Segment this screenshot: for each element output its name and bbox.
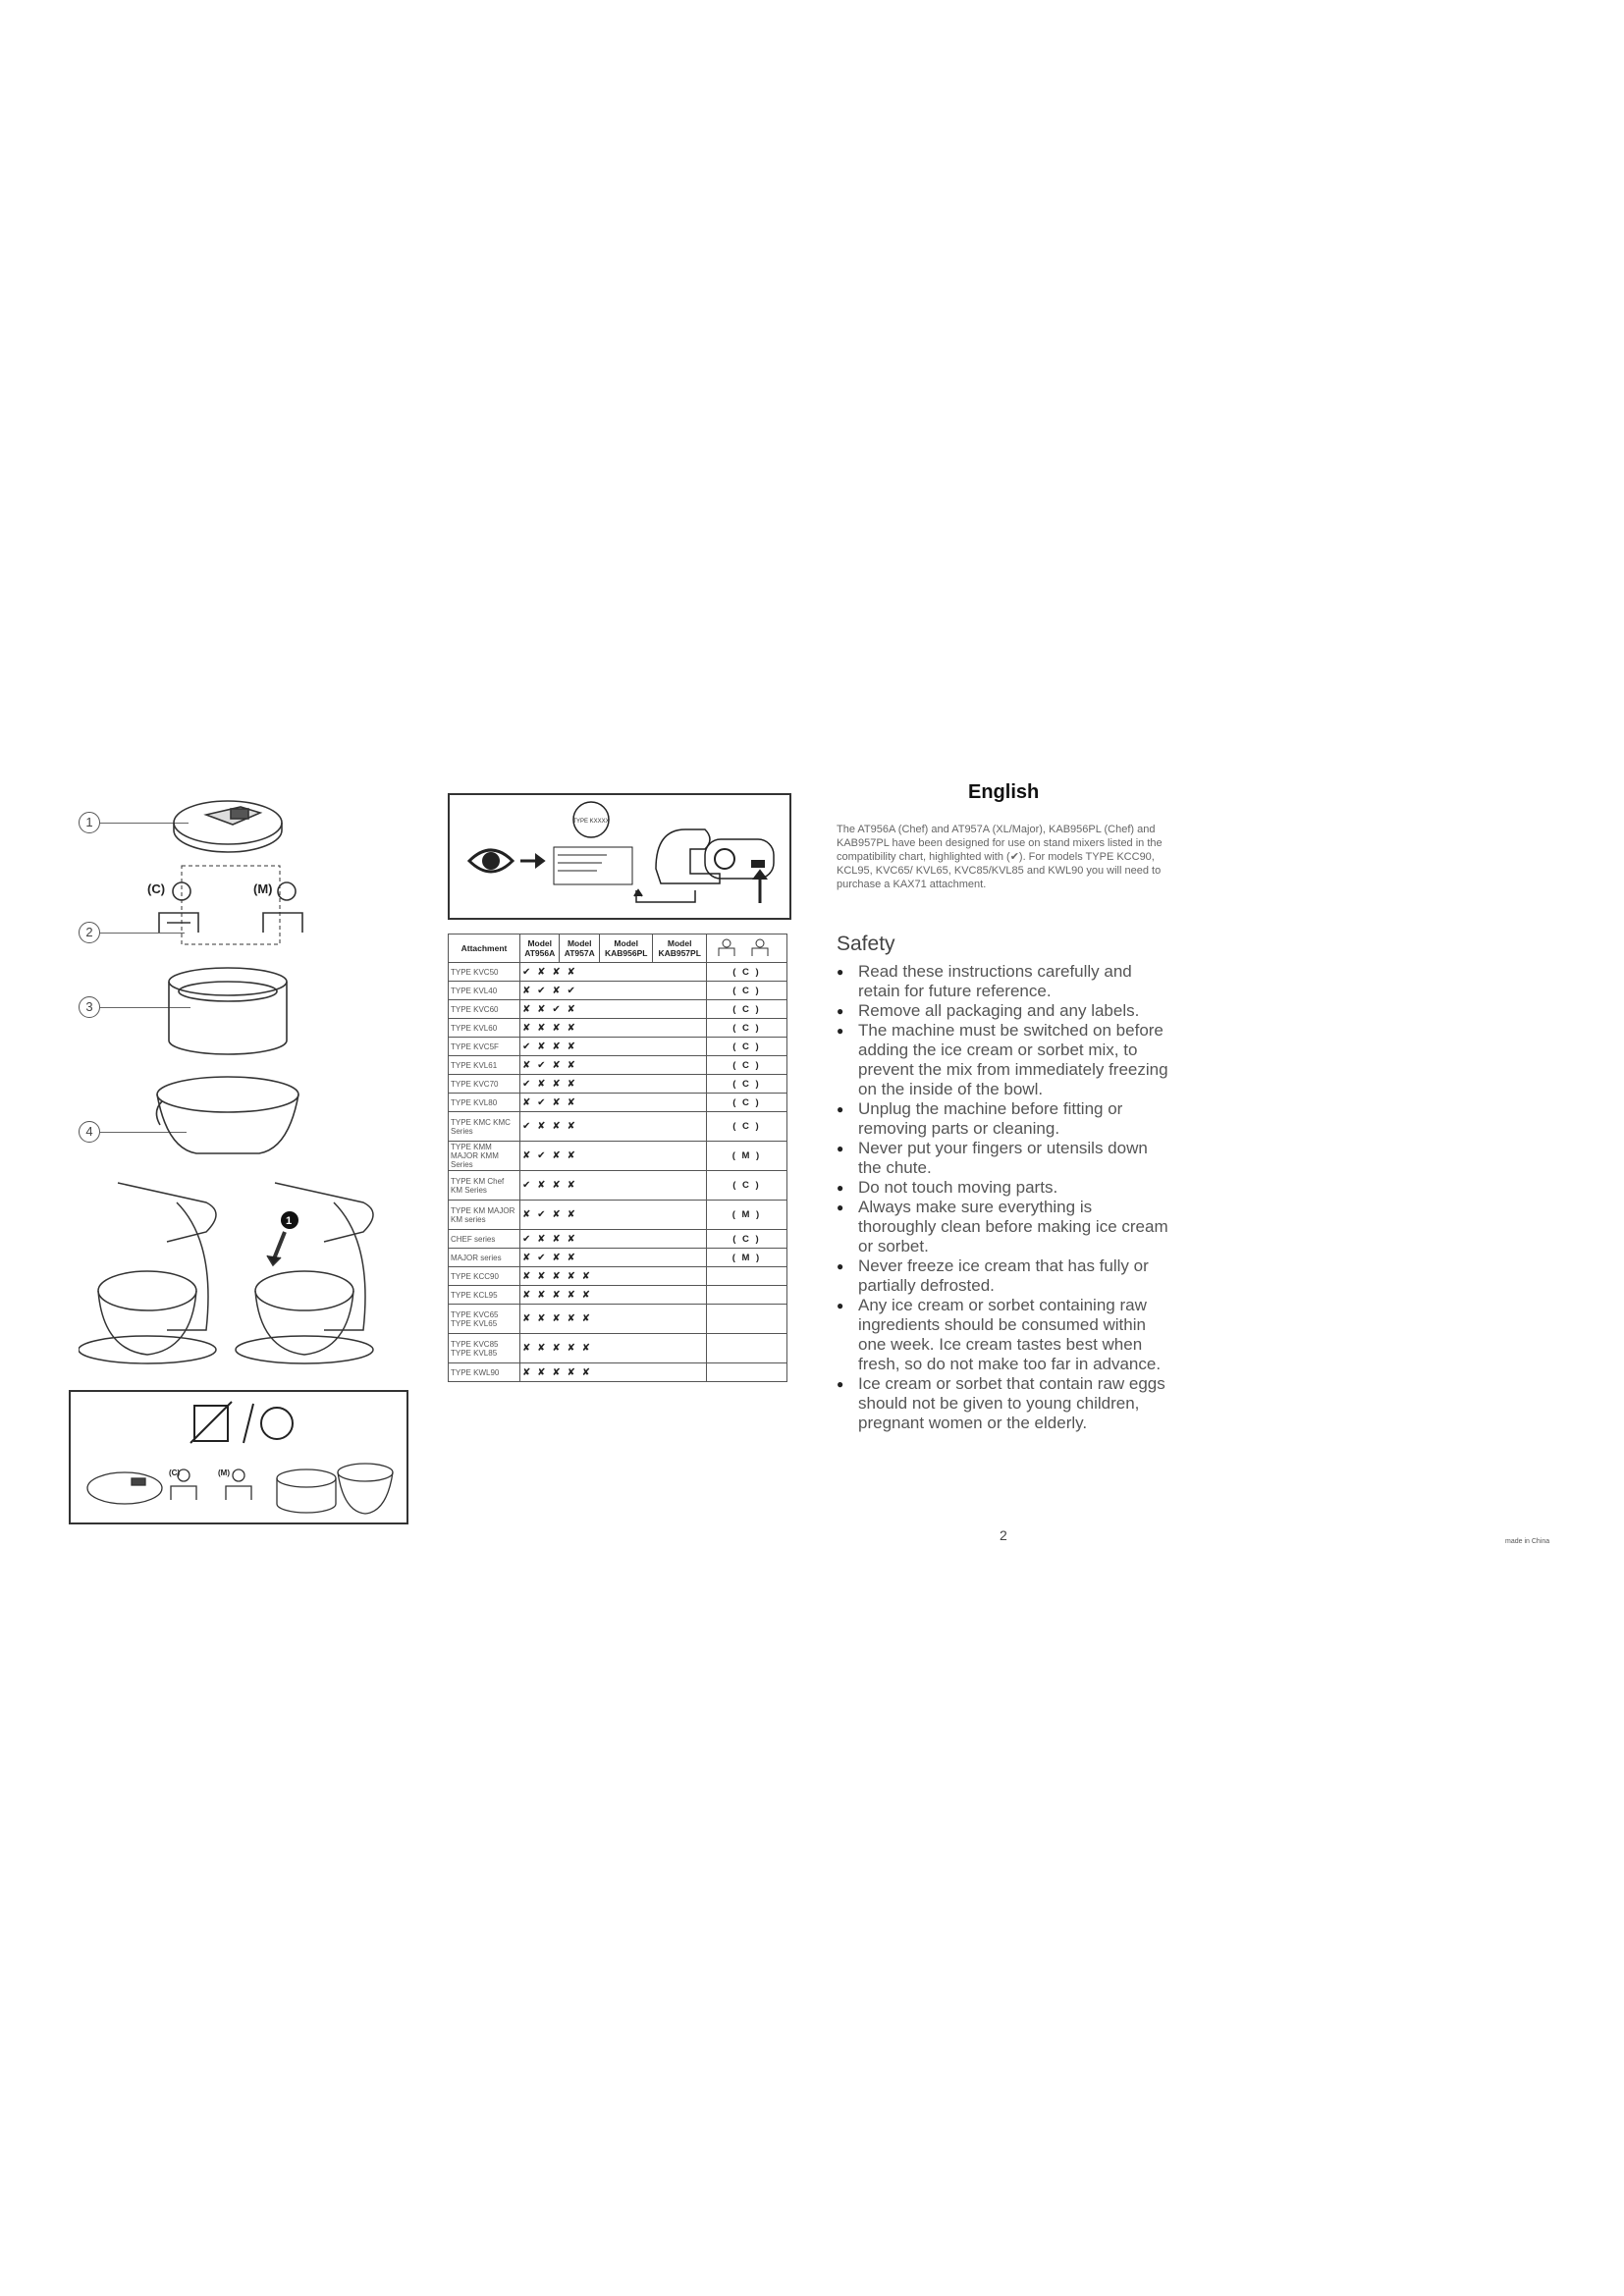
- m-label-small: (M): [218, 1468, 230, 1477]
- row-model-name: TYPE KM Chef KM Series: [449, 1171, 520, 1201]
- table-row: [449, 1019, 787, 1038]
- table-row: [449, 1305, 787, 1334]
- table-row: [449, 1056, 787, 1075]
- row-attachment-code: ( C ): [706, 1056, 786, 1075]
- table-row: [449, 1112, 787, 1142]
- table-row: [449, 1142, 787, 1171]
- dishwasher-warning-panel: [69, 1390, 408, 1524]
- table-row: [449, 1249, 787, 1267]
- safety-item: ● The machine must be switched on before adding the ice cream or sorbet mix, to prevent the mix from immediately freezing on the inside of the bowl.: [837, 1021, 1170, 1099]
- row-compat-marks: ✘ ✔ ✘ ✘: [520, 1094, 707, 1112]
- table-body: [449, 963, 787, 1382]
- row-compat-marks: ✔ ✘ ✘ ✘: [520, 1230, 707, 1249]
- row-model-name: TYPE KVL40: [449, 982, 520, 1000]
- table-row: [449, 1038, 787, 1056]
- row-attachment-code: ( C ): [706, 1171, 786, 1201]
- row-model-name: TYPE KVC70: [449, 1075, 520, 1094]
- row-attachment-code: [706, 1267, 786, 1286]
- row-model-name: TYPE KMC KMC Series: [449, 1112, 520, 1142]
- safety-item: ● Do not touch moving parts.: [837, 1178, 1170, 1198]
- row-attachment-code: ( M ): [706, 1142, 786, 1171]
- row-model-name: TYPE KVL80: [449, 1094, 520, 1112]
- row-model-name: TYPE KWL90: [449, 1363, 520, 1382]
- row-model-name: TYPE KVL61: [449, 1056, 520, 1075]
- row-model-name: TYPE KVC50: [449, 963, 520, 982]
- table-row: [449, 1334, 787, 1363]
- svg-text:TYPE KXXXX: TYPE KXXXX: [572, 819, 610, 825]
- row-compat-marks: ✘ ✔ ✘ ✘: [520, 1142, 707, 1171]
- c-label-small: (C): [169, 1468, 181, 1477]
- made-in-label: made in China: [1505, 1538, 1550, 1545]
- header-at956a: Model AT956A: [520, 934, 560, 963]
- table-row: [449, 1230, 787, 1249]
- row-compat-marks: ✘ ✔ ✘ ✔: [520, 982, 707, 1000]
- row-attachment-code: ( C ): [706, 1075, 786, 1094]
- row-compat-marks: ✔ ✘ ✘ ✘: [520, 1038, 707, 1056]
- part-number-2: 2: [79, 922, 100, 943]
- page-title: English: [968, 781, 1040, 803]
- row-model-name: TYPE KVL60: [449, 1019, 520, 1038]
- safety-item: ● Ice cream or sorbet that contain raw eggs should not be given to young children, pregnant women or the elderly.: [837, 1374, 1170, 1433]
- row-compat-marks: ✘ ✘ ✘ ✘ ✘: [520, 1305, 707, 1334]
- row-compat-marks: ✘ ✔ ✘ ✘: [520, 1201, 707, 1230]
- row-attachment-code: ( M ): [706, 1201, 786, 1230]
- part-number-4: 4: [79, 1121, 100, 1143]
- intro-paragraph: The AT956A (Chef) and AT957A (XL/Major), KAB956PL (Chef) and KAB957PL have been designed for use on stand mixers listed in the compatibility chart, highlighted with (✔). For models TYPE KCC90, KCL95, KVC65/ KVL65, KVC85/KVL85 and KWL90 you will need to purchase a KAX71 attachment.: [837, 824, 1163, 890]
- row-model-name: TYPE KCL95: [449, 1286, 520, 1305]
- row-model-name: CHEF series: [449, 1230, 520, 1249]
- row-model-name: TYPE KVC85 TYPE KVL85: [449, 1334, 520, 1363]
- row-attachment-code: ( C ): [706, 1019, 786, 1038]
- compatibility-table: [448, 934, 787, 1382]
- table-row: [449, 1363, 787, 1382]
- row-model-name: TYPE KVC5F: [449, 1038, 520, 1056]
- row-compat-marks: ✔ ✘ ✘ ✘: [520, 1171, 707, 1201]
- label-location-icon: [460, 800, 784, 913]
- table-row: [449, 963, 787, 982]
- row-attachment-code: ( C ): [706, 1000, 786, 1019]
- table-row: [449, 982, 787, 1000]
- row-model-name: MAJOR series: [449, 1249, 520, 1267]
- exploded-parts-icon: [137, 785, 324, 1158]
- safety-item: ● Remove all packaging and any labels.: [837, 1001, 1170, 1021]
- row-compat-marks: ✔ ✘ ✘ ✘: [520, 1112, 707, 1142]
- no-dishwasher-icon: [187, 1400, 295, 1447]
- row-attachment-code: ( C ): [706, 982, 786, 1000]
- table-row: [449, 1000, 787, 1019]
- row-attachment-code: ( C ): [706, 1230, 786, 1249]
- row-model-name: TYPE KMM MAJOR KMM Series: [449, 1142, 520, 1171]
- table-row: [449, 1286, 787, 1305]
- header-kab956pl: Model KAB956PL: [599, 934, 652, 963]
- header-kab957pl: Model KAB957PL: [653, 934, 706, 963]
- step-marker: 1: [286, 1215, 293, 1227]
- row-attachment-code: ( M ): [706, 1249, 786, 1267]
- row-model-name: TYPE KVC60: [449, 1000, 520, 1019]
- table-row: [449, 1094, 787, 1112]
- header-attachment: Attachment: [449, 934, 520, 963]
- safety-heading: Safety: [837, 933, 895, 955]
- row-model-name: TYPE KVC65 TYPE KVL65: [449, 1305, 520, 1334]
- row-attachment-code: [706, 1305, 786, 1334]
- table-row: [449, 1267, 787, 1286]
- row-attachment-code: ( C ): [706, 1112, 786, 1142]
- row-model-name: TYPE KM MAJOR KM series: [449, 1201, 520, 1230]
- safety-item: ● Always make sure everything is thoroughly clean before making ice cream or sorbet.: [837, 1198, 1170, 1256]
- row-model-name: TYPE KCC90: [449, 1267, 520, 1286]
- part-number-1: 1: [79, 812, 100, 833]
- header-tool-icons: [706, 934, 786, 963]
- safety-list: [837, 962, 1170, 1433]
- row-compat-marks: ✘ ✔ ✘ ✘: [520, 1249, 707, 1267]
- row-compat-marks: ✘ ✘ ✘ ✘: [520, 1019, 707, 1038]
- m-label: (M): [253, 881, 273, 896]
- row-attachment-code: ( C ): [706, 963, 786, 982]
- safety-item: ● Unplug the machine before fitting or removing parts or cleaning.: [837, 1099, 1170, 1139]
- row-compat-marks: ✔ ✘ ✘ ✘: [520, 1075, 707, 1094]
- header-at957a: Model AT957A: [560, 934, 599, 963]
- table-row: [449, 1075, 787, 1094]
- row-compat-marks: ✘ ✔ ✘ ✘: [520, 1056, 707, 1075]
- row-attachment-code: ( C ): [706, 1038, 786, 1056]
- page-number: 2: [1000, 1527, 1007, 1543]
- row-attachment-code: [706, 1286, 786, 1305]
- row-compat-marks: ✘ ✘ ✔ ✘: [520, 1000, 707, 1019]
- washable-parts-icon: [81, 1451, 395, 1520]
- row-compat-marks: ✘ ✘ ✘ ✘ ✘: [520, 1286, 707, 1305]
- row-compat-marks: ✘ ✘ ✘ ✘ ✘: [520, 1334, 707, 1363]
- table-row: [449, 1171, 787, 1201]
- row-compat-marks: ✔ ✘ ✘ ✘: [520, 963, 707, 982]
- safety-item: ● Never freeze ice cream that has fully or partially defrosted.: [837, 1256, 1170, 1296]
- row-compat-marks: ✘ ✘ ✘ ✘ ✘: [520, 1363, 707, 1382]
- paddle-icons: [713, 936, 780, 958]
- row-compat-marks: ✘ ✘ ✘ ✘ ✘: [520, 1267, 707, 1286]
- row-attachment-code: ( C ): [706, 1094, 786, 1112]
- c-label: (C): [147, 881, 166, 896]
- part-number-3: 3: [79, 996, 100, 1018]
- table-header-row: [449, 934, 787, 963]
- safety-item: ● Read these instructions carefully and retain for future reference.: [837, 962, 1170, 1001]
- safety-item: ● Never put your fingers or utensils down the chute.: [837, 1139, 1170, 1178]
- row-attachment-code: [706, 1334, 786, 1363]
- row-attachment-code: [706, 1363, 786, 1382]
- rating-label-diagram: [448, 793, 791, 920]
- table-row: [449, 1201, 787, 1230]
- safety-item: ● Any ice cream or sorbet containing raw ingredients should be consumed within one week. Ice cream tastes best when fresh, so do not make too far in advance.: [837, 1296, 1170, 1374]
- mixer-assembly-icon: [79, 1173, 403, 1369]
